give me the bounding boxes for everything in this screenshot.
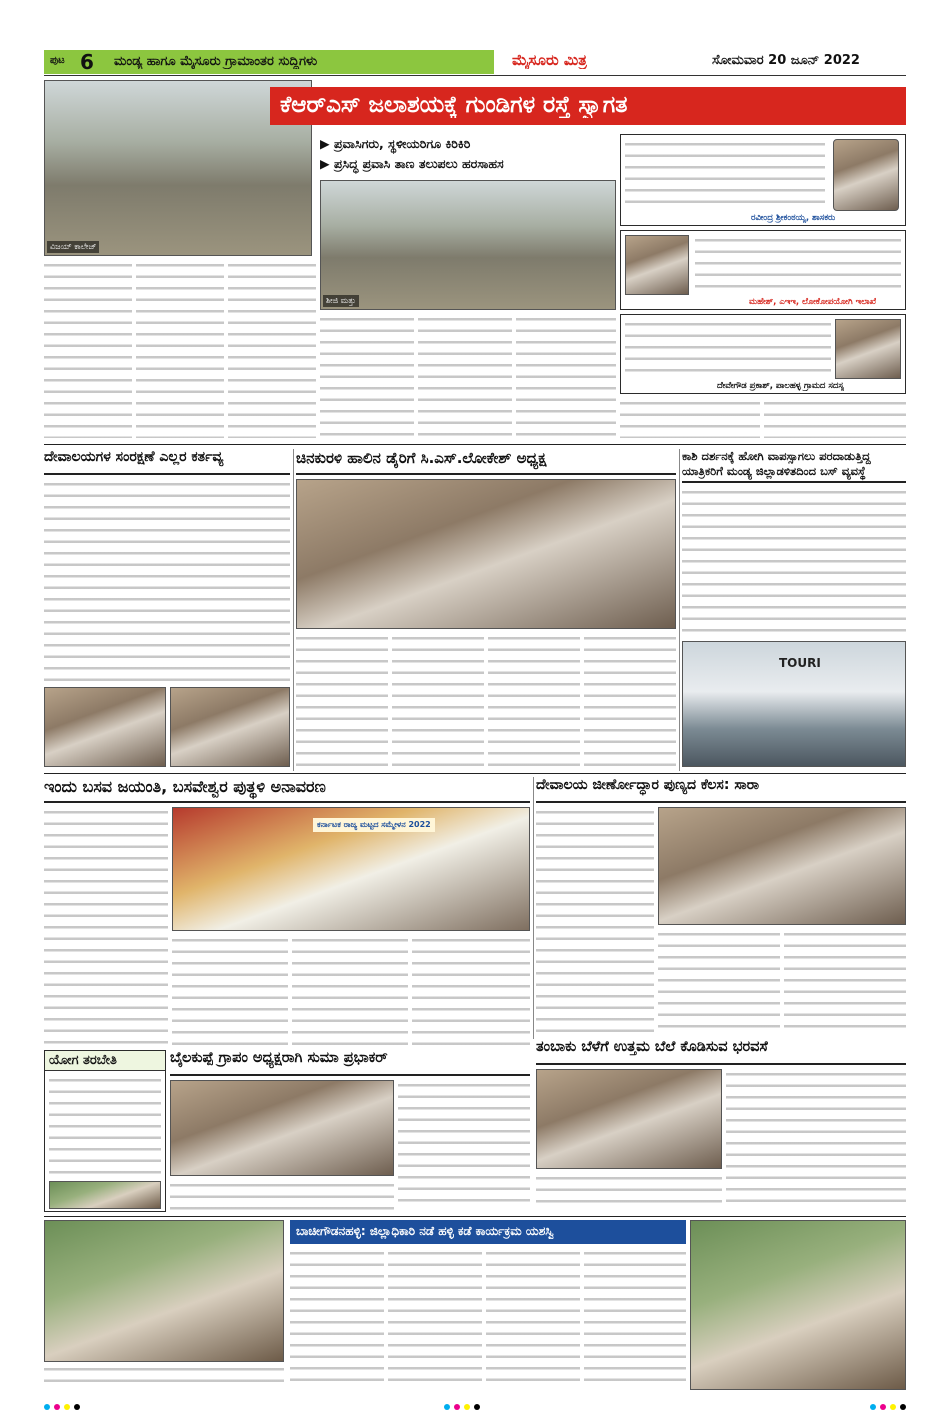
- lead-body-col-7: [620, 398, 760, 438]
- section-band: [106, 50, 494, 74]
- masthead: [44, 48, 906, 76]
- story-village-col-1: [290, 1248, 384, 1390]
- photo-dairy-felicitation: [296, 479, 676, 629]
- section-title: ಮಂಡ್ಯ ಹಾಗೂ ಮೈಸೂರು ಗ್ರಾಮಾಂತರ ಸುದ್ದಿಗಳು: [114, 54, 318, 69]
- portrait-mla: [833, 139, 899, 211]
- story-village-col-3: [486, 1248, 580, 1390]
- story-yoga-headline: ಯೋಗ ತರಬೇತಿ: [45, 1051, 165, 1071]
- quote-2-name: ಮಹೇಶ್, ಎಇಇ, ಲೋಕೋಪಯೋಗಿ ಇಲಾಖೆ: [749, 297, 877, 307]
- story-basava-col-2: [172, 935, 288, 1045]
- story-yoga-body: [49, 1075, 161, 1179]
- col-rule-3: [533, 777, 534, 1039]
- lead-photo-caption: ವಿಜಯ್ ಕಾಲೇಜ್: [47, 241, 99, 253]
- photo-bylakuppe-group: [170, 1080, 394, 1176]
- lead-body-col-6: [516, 314, 616, 438]
- story-bus-service-body: [682, 487, 906, 637]
- story-tobacco-col-2: [726, 1069, 906, 1211]
- banner-text: ಕರ್ನಾಟಕ ರಾಜ್ಯ ಮಟ್ಟದ ಸಮ್ಮೇಳನ 2022: [313, 818, 435, 832]
- story-basava-jayanti: [44, 777, 530, 1047]
- lead-photo-bikes: [320, 180, 616, 310]
- story-bylakuppe-col-1: [398, 1080, 530, 1210]
- lead-bullet-1: ▶ ಪ್ರವಾಸಿಗರು, ಸ್ಥಳೀಯರಿಗೂ ಕಿರಿಕಿರಿ: [320, 136, 471, 151]
- lead-bullets: [320, 136, 620, 180]
- quote-1-name: ರವೀಂದ್ರ ಶ್ರೀಕಂಠಯ್ಯ, ಶಾಸಕರು: [751, 213, 836, 223]
- col-rule-2: [679, 449, 680, 771]
- page-label: ಪುಟ: [50, 55, 65, 66]
- page-number-box: [44, 50, 106, 74]
- story-bylakuppe: [170, 1050, 530, 1212]
- story-village-stay: [290, 1220, 906, 1392]
- quote-3-name: ದೇವೇಗೌಡ ಪ್ರಕಾಶ್, ಪಾಲಹಳ್ಳ ಗ್ರಾಮದ ಸದಸ್ಯ: [717, 381, 845, 391]
- photo-temple-puja: [44, 687, 166, 767]
- story-village-col-2: [388, 1248, 482, 1390]
- photo-bus-pilgrims: [682, 641, 906, 767]
- story-temple-renovation-col-3: [784, 929, 906, 1033]
- story-bus-service-headline: ಕಾಶಿ ದರ್ಶನಕ್ಕೆ ಹೋಗಿ ವಾಪಸ್ಸಾಗಲು ಪರದಾಡುತ್ತಿದ್ದ ಯಾತ್ರಿಕರಿಗೆ ಮಂಡ್ಯ ಜಿಲ್ಲಾಡಳಿತದಿಂದ ಬಸ್ ವ್ಯವಸ್ಥೆ: [682, 449, 906, 483]
- photo-school-caption: [44, 1364, 284, 1390]
- story-temple-conservation-headline: ದೇವಾಲಯಗಳ ಸಂರಕ್ಷಣೆ ಎಲ್ಲರ ಕರ್ತವ್ಯ: [44, 449, 290, 475]
- photo-yoga: [49, 1181, 161, 1209]
- story-village-col-4: [584, 1248, 686, 1390]
- color-registration-bar: [44, 1404, 906, 1412]
- story-village-stay-headline-bar: [290, 1220, 686, 1244]
- quote-2-text: [695, 235, 901, 293]
- lead-body-col-3: [228, 260, 316, 438]
- story-basava-jayanti-headline: ಇಂದು ಬಸವ ಜಯಂತಿ, ಬಸವೇಶ್ವರ ಪುತ್ಥಳಿ ಅನಾವರಣ: [44, 777, 530, 803]
- bus-label: TOURI: [779, 656, 821, 670]
- story-dairy-col-1: [296, 633, 388, 767]
- story-tobacco: [536, 1039, 906, 1213]
- quote-box-1: [620, 134, 906, 226]
- story-temple-conservation-body: [44, 479, 290, 683]
- story-temple-renovation-headline: ದೇವಾಲಯ ಜೀರ್ಣೋದ್ಧಾರ ಪುಣ್ಯದ ಕೆಲಸ: ಸಾರಾ: [536, 777, 906, 803]
- story-basava-col-3: [292, 935, 408, 1045]
- photo-tobacco-felicitation: [536, 1069, 722, 1169]
- divider-row-2: [44, 773, 906, 774]
- story-dairy-col-3: [488, 633, 580, 767]
- story-basava-col-4: [412, 935, 530, 1045]
- lead-bullet-2: ▶ ಪ್ರಸಿದ್ಧ ಪ್ರವಾಸಿ ತಾಣ ತಲುಪಲು ಹರಸಾಹಸ: [320, 156, 504, 171]
- issue-date: ಸೋಮವಾರ 20 ಜೂನ್ 2022: [712, 53, 860, 68]
- story-dairy-col-4: [584, 633, 676, 767]
- story-temple-renovation-col-1: [536, 807, 654, 1033]
- photo-basava-event: [172, 807, 530, 931]
- lead-body-col-8: [764, 398, 906, 438]
- lead-photo-2-credit: ಶೀಜಿ ಮತ್ತು: [323, 295, 359, 307]
- story-dairy-president-headline: ಚಿನಕುರಳಿ ಹಾಲಿನ ಡೈರಿಗೆ ಸಿ.ಎಸ್.ಲೋಕೇಶ್ ಅಧ್ಯಕ್ಷ: [296, 449, 676, 475]
- story-village-stay-headline: ಬಾಚೀಗೌಡನಹಳ್ಳಿ: ಜಿಲ್ಲಾಧಿಕಾರಿ ನಡೆ ಹಳ್ಳಿ ಕಡೆ ಕಾರ್ಯಕ್ರಮ ಯಶಸ್ವಿ: [296, 1224, 554, 1238]
- story-tobacco-col-1: [536, 1173, 722, 1211]
- photo-village-visit: [690, 1220, 906, 1390]
- story-temple-renovation-col-2: [658, 929, 780, 1033]
- lead-body-col-5: [418, 314, 512, 438]
- quote-box-3: [620, 314, 906, 394]
- story-temple-conservation: [44, 449, 290, 769]
- story-basava-col-1: [44, 807, 168, 1045]
- portrait-aee: [625, 235, 689, 295]
- lead-body-col-2: [136, 260, 224, 438]
- col-rule-1: [293, 449, 294, 771]
- story-bylakuppe-col-2: [170, 1180, 394, 1210]
- quote-box-2: [620, 230, 906, 310]
- story-dairy-col-2: [392, 633, 484, 767]
- story-bus-service: [682, 449, 906, 769]
- page-number: 6: [80, 50, 94, 74]
- story-yoga: [44, 1050, 166, 1212]
- lead-headline: ಕೆಆರ್‌ಎಸ್ ಜಲಾಶಯಕ್ಕೆ ಗುಂಡಿಗಳ ರಸ್ತೆ ಸ್ವಾಗತ: [280, 92, 628, 118]
- paper-name: ಮೈಸೂರು ಮಿತ್ರ: [512, 51, 587, 69]
- lead-body-col-4: [320, 314, 414, 438]
- story-tobacco-headline: ತಂಬಾಕು ಬೆಳೆಗೆ ಉತ್ತಮ ಬೆಲೆ ಕೊಡಿಸುವ ಭರವಸೆ: [536, 1039, 906, 1065]
- story-temple-renovation: [536, 777, 906, 1035]
- photo-temple-renovation: [658, 807, 906, 925]
- portrait-member: [835, 319, 901, 379]
- lead-body-col-1: [44, 260, 132, 438]
- quote-1-text: [625, 139, 825, 211]
- lead-headline-bar: [270, 87, 906, 125]
- quote-3-text: [625, 319, 831, 377]
- divider-row-3: [44, 1216, 906, 1217]
- masthead-rule: [44, 75, 906, 76]
- photo-temple-group: [170, 687, 290, 767]
- divider-after-lead: [44, 444, 906, 445]
- story-dairy-president: [296, 449, 676, 769]
- photo-school-girls: [44, 1220, 284, 1362]
- story-bylakuppe-headline: ಬೈಲಕುಪ್ಪೆ ಗ್ರಾಪಂ ಅಧ್ಯಕ್ಷರಾಗಿ ಸುಮಾ ಪ್ರಭಾಕರ್: [170, 1050, 530, 1076]
